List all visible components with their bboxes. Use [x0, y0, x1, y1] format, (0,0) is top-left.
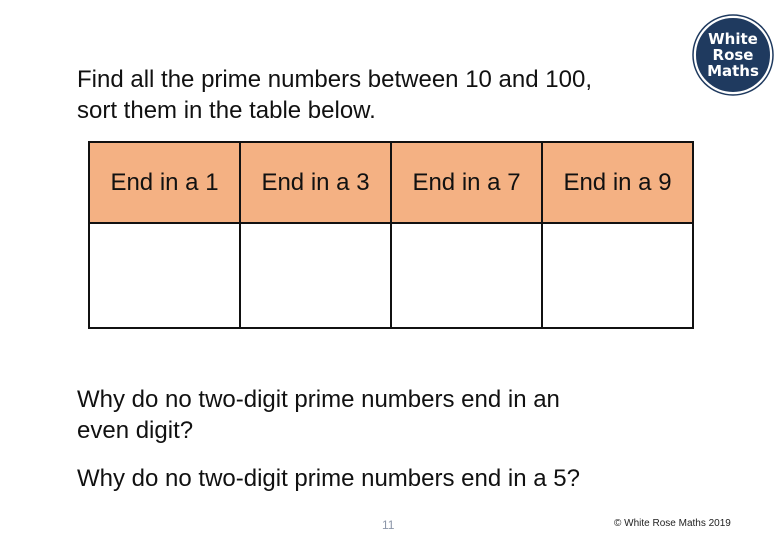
prime-sort-table: [88, 141, 694, 329]
table-answer-row: [89, 223, 693, 328]
answer-cell-end-in-7[interactable]: [391, 223, 542, 328]
logo-text: [692, 14, 774, 96]
answer-cell-end-in-9[interactable]: [542, 223, 693, 328]
answer-cell-end-in-3[interactable]: [240, 223, 391, 328]
white-rose-maths-logo: [692, 14, 774, 96]
header-end-in-9: End in a 9: [542, 142, 693, 223]
answer-cell-end-in-1[interactable]: [89, 223, 240, 328]
logo-word-maths: Maths: [707, 62, 759, 80]
header-end-in-3: End in a 3: [240, 142, 391, 223]
page-number: 11: [382, 518, 395, 532]
header-end-in-1: End in a 1: [89, 142, 240, 223]
header-end-in-7: End in a 7: [391, 142, 542, 223]
logo-word-white: White: [708, 30, 758, 48]
logo-word-rose: Rose: [712, 46, 754, 64]
table-header-row: [89, 142, 693, 223]
task-prompt-line-2: sort them in the table below.: [77, 97, 376, 125]
copyright-notice: © White Rose Maths 2019: [614, 518, 731, 529]
question-even-digit: [77, 384, 717, 446]
question-end-in-5: Why do no two-digit prime numbers end in a 5?: [77, 465, 580, 492]
question-even-digit-line-1: Why do no two-digit prime numbers end in an: [77, 386, 560, 413]
question-even-digit-line-2: even digit?: [77, 417, 194, 445]
task-prompt-line-1: Find all the prime numbers between 10 and 100,: [77, 66, 592, 93]
task-prompt: [77, 64, 677, 126]
